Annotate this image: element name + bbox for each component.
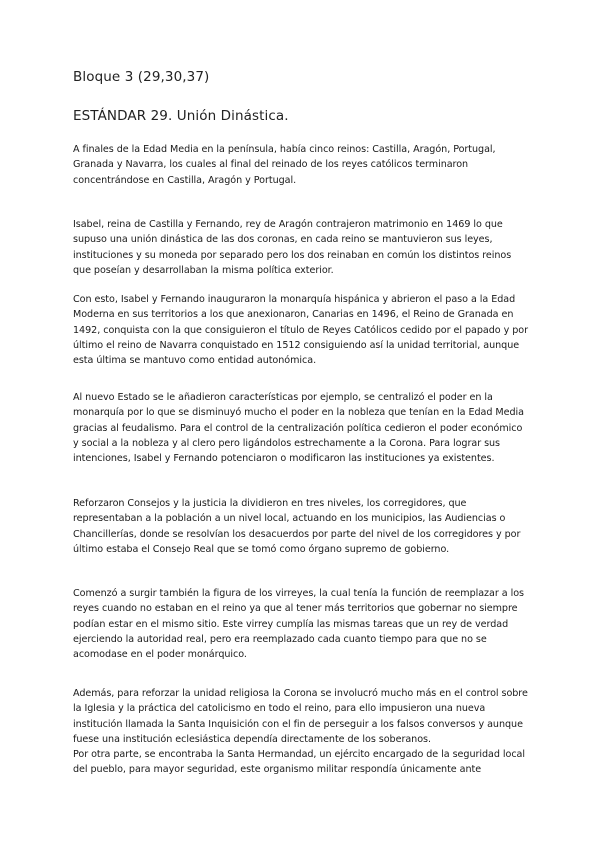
paragraph-5: Reforzaron Consejos y la justicia la dividieron en tres niveles, los corregidores, que representaban a la población a un nivel local, actuando en los municipios, las Audiencias o Chancillerías, donde se resolvían los desacuerdos por parte del nivel de los corregidores y por último estaba el Consejo Real que se tomó como órgano supremo de gobierno. [73, 498, 521, 555]
paragraph-6: Comenzó a surgir también la figura de los virreyes, la cual tenía la función de reemplazar a los reyes cuando no estaban en el reino ya que al tener más territorios que gobernar no siempre podían estar en el mismo sitio. Este virrey cumplía las mismas tareas que un rey de verdad ejerciendo la autoridad real, pero era reemplazado cada cuanto tiempo para que no se acomodase en el poder monárquico. [73, 588, 524, 661]
paragraph-7: Además, para reforzar la unidad religiosa la Corona se involucró mucho más en el control sobre la Iglesia y la práctica del catolicismo en todo el reino, para ello impusieron una nueva institución llamada la Santa Inquisición con el fin de perseguir a los falsos conversos y aunque fuese una institución eclesiástica dependía directamente de los soberanos. Por otra parte, se encontraba la Santa Hermandad, un ejército encargado de la seguridad local del pueblo, para mayor seguridad, este organismo militar respondía únicamente ante [73, 688, 528, 776]
paragraph-2: Isabel, reina de Castilla y Fernando, rey de Aragón contrajeron matrimonio en 1469 lo que supuso una unión dinástica de las dos coronas, en cada reino se mantuvieron sus leyes, instituciones y su moneda por separado pero los dos reinaban en común los distintos reinos que poseían y desarrollaban la misma política exterior. [73, 219, 512, 276]
page-heading: Bloque 3 (29,30,37) [73, 69, 210, 85]
paragraph-1: A finales de la Edad Media en la península, había cinco reinos: Castilla, Aragón, Portugal, Granada y Navarra, los cuales al final del reinado de los reyes católicos terminaron concentrándose en Castilla, Aragón y Portugal. [73, 144, 496, 186]
paragraph-4: Al nuevo Estado se le añadieron características por ejemplo, se centralizó el poder en la monarquía por lo que se disminuyó mucho el poder en la nobleza que tenían en la Edad Media gracias al feudalismo. Para el control de la centralización política cedieron el poder económico y social a la nobleza y al clero pero ligándolos estrechamente a la Corona. Para lograr sus intenciones, Isabel y Fernando potenciaron o modificaron las instituciones ya existentes. [73, 392, 524, 465]
section-title: ESTÁNDAR 29. Unión Dinástica. [73, 108, 289, 124]
paragraph-3: Con esto, Isabel y Fernando inauguraron la monarquía hispánica y abrieron el paso a la Edad Moderna en sus territorios a los que anexionaron, Canarias en 1496, el Reino de Granada en 1492, conquista con la que consiguieron el título de Reyes Católicos cedido por el papado y por último el reino de Navarra conquistado en 1512 consiguiendo así la unidad territorial, aunque esta última se mantuvo como entidad autonómica. [73, 294, 528, 367]
